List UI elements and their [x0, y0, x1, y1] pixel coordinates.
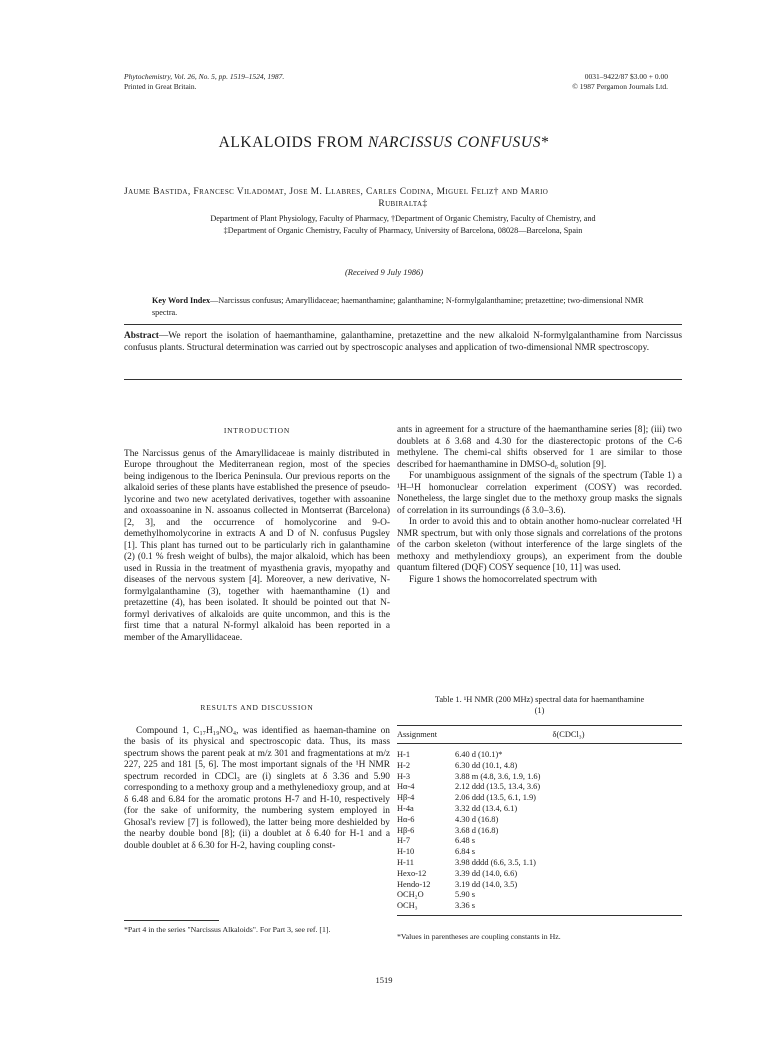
- shift-cell: 6.48 s: [455, 836, 476, 846]
- table-row: [397, 869, 682, 880]
- shift-cell: 6.30 dd (10.1, 4.8): [455, 760, 518, 770]
- assignment-cell: H-4a: [397, 803, 414, 813]
- shift-cell: 5.90 s: [455, 890, 476, 900]
- assignment-cell: OCH₃: [397, 901, 418, 911]
- right-paragraph-2: For unambiguous assignment of the signals of the spectrum (Table 1) a ¹H–¹H homonuclear correlation experiment (COSY) was recorded. Nonetheless, the large singlet due to the methoxy group masks the signals of correlation in its surroundings (δ 3.0–3.6).: [397, 471, 682, 516]
- copyright-note: © 1987 Pergamon Journals Ltd.: [572, 81, 668, 91]
- shift-cell: 3.36 s: [455, 901, 476, 911]
- table-header: [397, 725, 682, 744]
- assignment-cell: Hβ-4: [397, 793, 415, 803]
- affiliation-line-2: ‡Department of Organic Chemistry, Faculty of Pharmacy, University of Barcelona, 08028—Barcelona, Spain: [223, 226, 583, 235]
- abstract-top-rule: [124, 324, 682, 325]
- table-row: [397, 804, 682, 815]
- table-row: [397, 750, 682, 761]
- printed-note: Printed in Great Britain.: [124, 81, 197, 91]
- assignment-cell: OCH₂O: [397, 890, 424, 900]
- nmr-table: [397, 725, 682, 916]
- page-footnote: *Part 4 in the series "Narcissus Alkaloids". For Part 3, see ref. [1].: [124, 925, 331, 934]
- table-row: [397, 815, 682, 826]
- shift-cell: 3.68 d (16.8): [455, 825, 499, 835]
- table-row: [397, 847, 682, 858]
- results-section: [124, 702, 390, 852]
- journal-citation: Phytochemistry, Vol. 26, No. 5, pp. 1519–1524, 1987.: [124, 72, 285, 81]
- shift-cell: 4.30 d (16.8): [455, 814, 499, 824]
- right-paragraph-1: ants in agreement for a structure of the haemanthamine series [8]; (iii) two doublets at δ 3.68 and 4.30 for the diasterectopic protons of the C-6 methylene. The chemi-cal shifts observed for 1 are similar to those described for haemanthamine in DMSO-d₆ solution [9].: [397, 425, 682, 470]
- table-caption-line-1: Table 1. ¹H NMR (200 MHz) spectral data for haemanthamine: [434, 695, 645, 704]
- table-row: [397, 826, 682, 837]
- assignment-cell: Hα-6: [397, 814, 415, 824]
- shift-cell: 3.88 m (4.8, 3.6, 1.9, 1.6): [455, 771, 541, 781]
- received-date: (Received 9 July 1986): [344, 267, 424, 277]
- assignment-cell: Hendo-12: [397, 879, 431, 889]
- title-mark: *: [541, 134, 550, 151]
- assignment-cell: H-3: [397, 771, 411, 781]
- keyword-index: [152, 295, 652, 319]
- abstract-bottom-rule: [124, 379, 682, 380]
- left-column: [124, 425, 390, 644]
- table-caption-line-2: (1): [534, 706, 545, 715]
- table-caption: [397, 694, 682, 716]
- abstract-text: —We report the isolation of haemanthamine, galanthamine, pretazettine and the new alkaloid N-formylgalanthamine from Narcissus confusus plants. Structural determination was carried out by spectroscopic analyses and application of two-dimensional NMR spectroscopy.: [124, 331, 682, 353]
- title-main: ALKALOIDS FROM: [218, 134, 368, 151]
- issn-code: 0031–9422/87 $3.00 + 0.00: [584, 72, 668, 81]
- introduction-heading: INTRODUCTION: [223, 426, 291, 435]
- assignment-cell: Hexo-12: [397, 868, 427, 878]
- results-text: Compound 1, C₁₇H₁₉NO₄, was identified as haeman-thamine on the basis of its physical and spectroscopic data. Thus, its mass spectrum shows the parent peak at m/z 301 and fragmentations at m/z 227, 225 and 181 [5, 6]. The most important signals of the ¹H NMR spectrum recorded in CDCl₃ are (i) singlets at δ 3.36 and 5.90 corresponding to a methoxy group and a methylenedioxy group, and at δ 6.48 and 6.84 for the aromatic protons H-7 and H-10, respectively (for the sake of uniformity, the numbering system employed in Ghosal's review [7] is followed), the latter being more deshielded by the nearby double bond [8]; (ii) a doublet at δ 6.40 for H-1 and a double doublet at δ 6.30 for H-2, having coupling const-: [124, 725, 390, 851]
- abstract: [124, 330, 682, 354]
- affiliation: [124, 213, 682, 237]
- shift-cell: 6.84 s: [455, 847, 476, 857]
- table-row: [397, 858, 682, 869]
- abstract-label: Abstract: [124, 331, 159, 341]
- journal-header: [124, 72, 284, 91]
- shift-cell: 6.40 d (10.1)*: [455, 750, 503, 759]
- shift-cell: 2.06 ddd (13.5, 6.1, 1.9): [455, 793, 536, 803]
- right-column: [397, 425, 682, 586]
- table-row: [397, 772, 682, 783]
- table-row: [397, 793, 682, 804]
- shift-cell: 3.32 dd (13.4, 6.1): [455, 803, 518, 813]
- results-heading: RESULTS AND DISCUSSION: [200, 703, 314, 712]
- table-row: [397, 880, 682, 891]
- table-row: [397, 890, 682, 901]
- table-row: [397, 782, 682, 793]
- footnote-rule: [124, 920, 219, 921]
- assignment-cell: H-10: [397, 847, 415, 857]
- paper-title: [0, 134, 768, 152]
- page-number: 1519: [375, 975, 393, 985]
- assignment-cell: H-2: [397, 760, 411, 770]
- table-row: [397, 836, 682, 847]
- shift-cell: 2.12 ddd (13.5, 13.4, 3.6): [455, 782, 541, 792]
- table-row: [397, 901, 682, 912]
- right-paragraph-3: In order to avoid this and to obtain another homo-nuclear correlated ¹H NMR spectrum, but with only those signals and correlations of the protons of the carbon skeleton (without interference of the large singlets of the methoxy and methylendioxy groups), an experiment from the double quantum filtered (DQF) COSY sequence [10, 11] was used.: [397, 517, 682, 573]
- column-header-assignment: Assignment: [397, 730, 438, 739]
- shift-cell: 3.19 dd (14.0, 3.5): [455, 879, 518, 889]
- affiliation-line-1: Department of Plant Physiology, Faculty of Pharmacy, †Department of Organic Chemistry, Faculty of Chemistry, and: [210, 214, 596, 223]
- column-header-shift: δ(CDCl₃): [552, 730, 585, 739]
- authors-line-1: Jaume Bastida, Francesc Viladomat, Jose M. Llabres, Carles Codina, Miguel Feliz† and Mario: [124, 187, 549, 197]
- table-footnote: *Values in parentheses are coupling constants in Hz.: [397, 932, 561, 941]
- introduction-text: The Narcissus genus of the Amaryllidaceae is mainly distributed in Europe throughout the Mediterranean region, most of the species being indigenous to the Iberica Peninsula. Our previous reports on the alkaloid series of these plants have established the presence of pseudo-lycorine and two new acetylated derivatives, together with assoanine and oxoassoanine in N. assoanus collected in Montserrat (Barcelona) [2, 3], and the occurrence of homolycorine and 9-O-demethylhomolycorine in extracts A and D of N. confusus Pugsley [1]. This plant has turned out to be particularly rich in galanthamine (2) (0.1 % fresh weight of bulbs), the major alkaloid, which has been used in Russia in the treatment of myasthenia gravis, myopathy and diseases of the nervous system [4]. Moreover, a new derivative, N-formylgalanthamine (3), together with haemanthamine (1) and pretazettine (4), has been isolated. It should be pointed out that N-formyl derivatives of alkaloids are quite uncommon, and this is the first time that a natural N-formyl alkaloid has been reported in a member of the Amaryllidaceae.: [124, 448, 390, 643]
- right-paragraph-4: Figure 1 shows the homocorrelated spectrum with: [409, 574, 597, 585]
- title-species: NARCISSUS CONFUSUS: [367, 134, 542, 151]
- assignment-cell: H-1: [397, 750, 411, 759]
- table-row: [397, 761, 682, 772]
- assignment-cell: H-11: [397, 857, 414, 867]
- table-body: [397, 744, 682, 916]
- keyword-text: —Narcissus confusus; Amaryllidaceae; haemanthamine; galanthamine; N-formylgalanthamine; pretazettine; two-dimensional NMR spectra.: [152, 296, 644, 317]
- shift-cell: 3.39 dd (14.0, 6.6): [455, 868, 518, 878]
- authors-line-2: Rubiralta‡: [378, 199, 428, 209]
- assignment-cell: Hβ-6: [397, 825, 415, 835]
- publisher-header: [572, 72, 668, 91]
- keyword-label: Key Word Index: [152, 296, 211, 305]
- author-list: [124, 186, 682, 210]
- assignment-cell: Hα-4: [397, 782, 415, 792]
- shift-cell: 3.98 dddd (6.6, 3.5, 1.1): [455, 857, 536, 867]
- assignment-cell: H-7: [397, 836, 411, 846]
